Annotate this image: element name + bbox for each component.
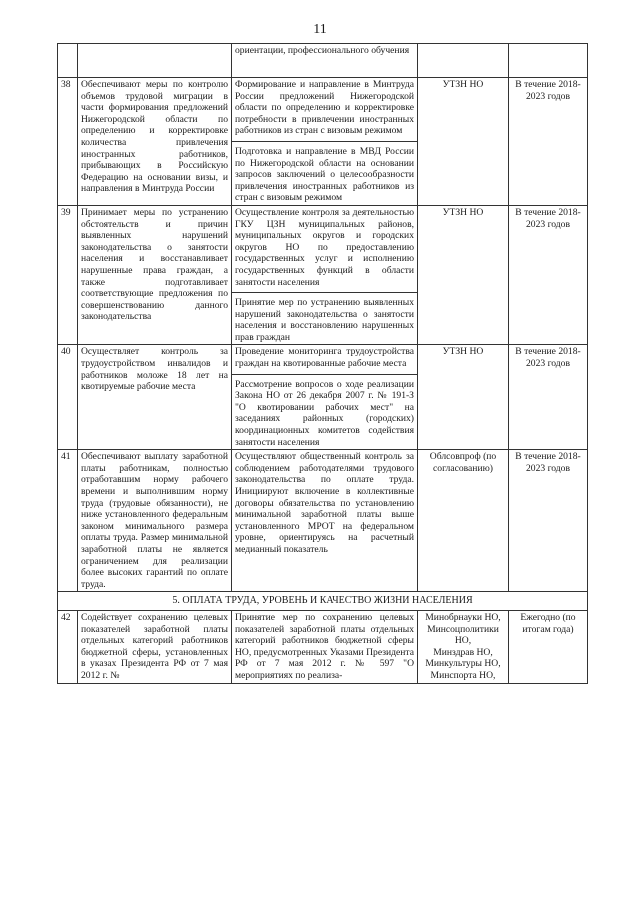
action-item: Рассмотрение вопросов о ходе реализации Закона НО от 26 декабря 2007 г. № 191-З "О квотировании рабочих мест" на заседаниях районных (городских) координационных комитетов содействия занятости населения [232, 374, 417, 449]
action-item: Осуществление контроля за деятельностью ГКУ ЦЗН муниципальных районов, муниципальных округов и городских округов НО по предоставлению государственных услуг и исполнению государственных функций в области занятости населения [235, 206, 414, 288]
row-number: 40 [58, 345, 78, 450]
executor-line: Минкультуры НО, [425, 658, 501, 670]
executor-cell [418, 610, 509, 683]
action-cell [232, 345, 418, 450]
table-row [58, 450, 588, 592]
measure-cell: Осуществляет контроль за трудоустройством инвалидов и работников моложе 18 лет на квотируемые рабочие места [78, 345, 232, 450]
row-number: 42 [58, 610, 78, 683]
deadline-cell: Ежегодно (по итогам года) [509, 610, 588, 683]
table-row-continuation [58, 44, 588, 78]
action-cell [232, 205, 418, 345]
action-cell [232, 450, 418, 592]
executor-cell: УТЗН НО [418, 205, 509, 345]
row-number: 38 [58, 78, 78, 206]
table-row [58, 78, 588, 206]
executor-line: Минобрнауки НО, [425, 611, 501, 623]
executor-cell: Облсовпроф (по согласованию) [418, 450, 509, 592]
measure-cell: Принимает меры по устранению обстоятельств и причин выявленных нарушений законодательства о занятости населения и восстанавливает нарушенные права граждан, а также подготавливает соответствующие предложения по совершенствованию данного законодательства [78, 205, 232, 345]
measure-cell: Содействует сохранению целевых показателей заработной платы отдельных категорий работников бюджетной сферы, установленных в указах Президента РФ от 7 мая 2012 г. № [78, 610, 232, 683]
action-item: Осуществляют общественный контроль за соблюдением работодателями трудового законодательства по оплате труда. Инициируют включение в коллективные договоры обязательства по установлению минимальной заработной платы выше установленного МРОТ на федеральном уровне, ориентируясь на расчетный медианный показатель [235, 451, 414, 555]
executor-cell: УТЗН НО [418, 78, 509, 206]
section-heading: 5. ОПЛАТА ТРУДА, УРОВЕНЬ И КАЧЕСТВО ЖИЗНИ НАСЕЛЕНИЯ [58, 592, 588, 611]
action-cell: ориентации, профессионального обучения [232, 44, 418, 78]
action-item: Подготовка и направление в МВД России по Нижегородской области на основании запросов заключений о целесообразности привлечения иностранных работников из стран с визовым режимом [232, 141, 417, 204]
deadline-cell: В течение 2018-2023 годов [509, 78, 588, 206]
measures-table [57, 43, 588, 684]
section-heading-row [58, 592, 588, 611]
deadline-cell: В течение 2018-2023 годов [509, 205, 588, 345]
row-number: 41 [58, 450, 78, 592]
table-row [58, 345, 588, 450]
action-item: Принятие мер по устранению выявленных нарушений законодательства о занятости населения и восстановлению нарушенных прав граждан [232, 292, 417, 343]
deadline-cell: В течение 2018-2023 годов [509, 345, 588, 450]
page-number: 11 [313, 22, 327, 37]
row-number: 39 [58, 205, 78, 345]
action-item: Формирование и направление в Минтруда России предложений Нижегородской области по определению и корректировке потребности в привлечении иностранных работников из стран с визовым режимом [235, 79, 414, 137]
measure-cell: Обеспечивают выплату заработной платы работникам, полностью отработавшим норму рабочего времени и выполнившим норму труда (трудовые обязанности), не ниже установленного федеральным законом минимального размера оплаты труда. Размер минимальной заработной платы не является ограничением для реализации более высоких гарантий по оплате труда. [78, 450, 232, 592]
action-item: Проведение мониторинга трудоустройства граждан на квотированные рабочие места [235, 346, 414, 370]
executor-line: Минсоцполитики НО, [427, 623, 499, 647]
table-row [58, 205, 588, 345]
table-row [58, 610, 588, 683]
deadline-cell: В течение 2018-2023 годов [509, 450, 588, 592]
executor-line: Минспорта НО, [430, 669, 496, 681]
action-cell: Принятие мер по сохранению целевых показателей заработной платы отдельных категорий работников бюджетной сферы НО, предусмотренных Указами Президента РФ от 7 мая 2012 г. № 597 "О мероприятиях по реализа- [232, 610, 418, 683]
measure-cell: Обеспечивают меры по контролю объемов трудовой миграции в части формирования предложений Нижегородской области по определению и корректировке количества привлечения иностранных работников, прибывающих в Российскую Федерацию на основании визы, и направления в Минтруда России [78, 78, 232, 206]
action-cell [232, 78, 418, 206]
executor-line: Минздрав НО, [433, 646, 493, 658]
executor-cell: УТЗН НО [418, 345, 509, 450]
